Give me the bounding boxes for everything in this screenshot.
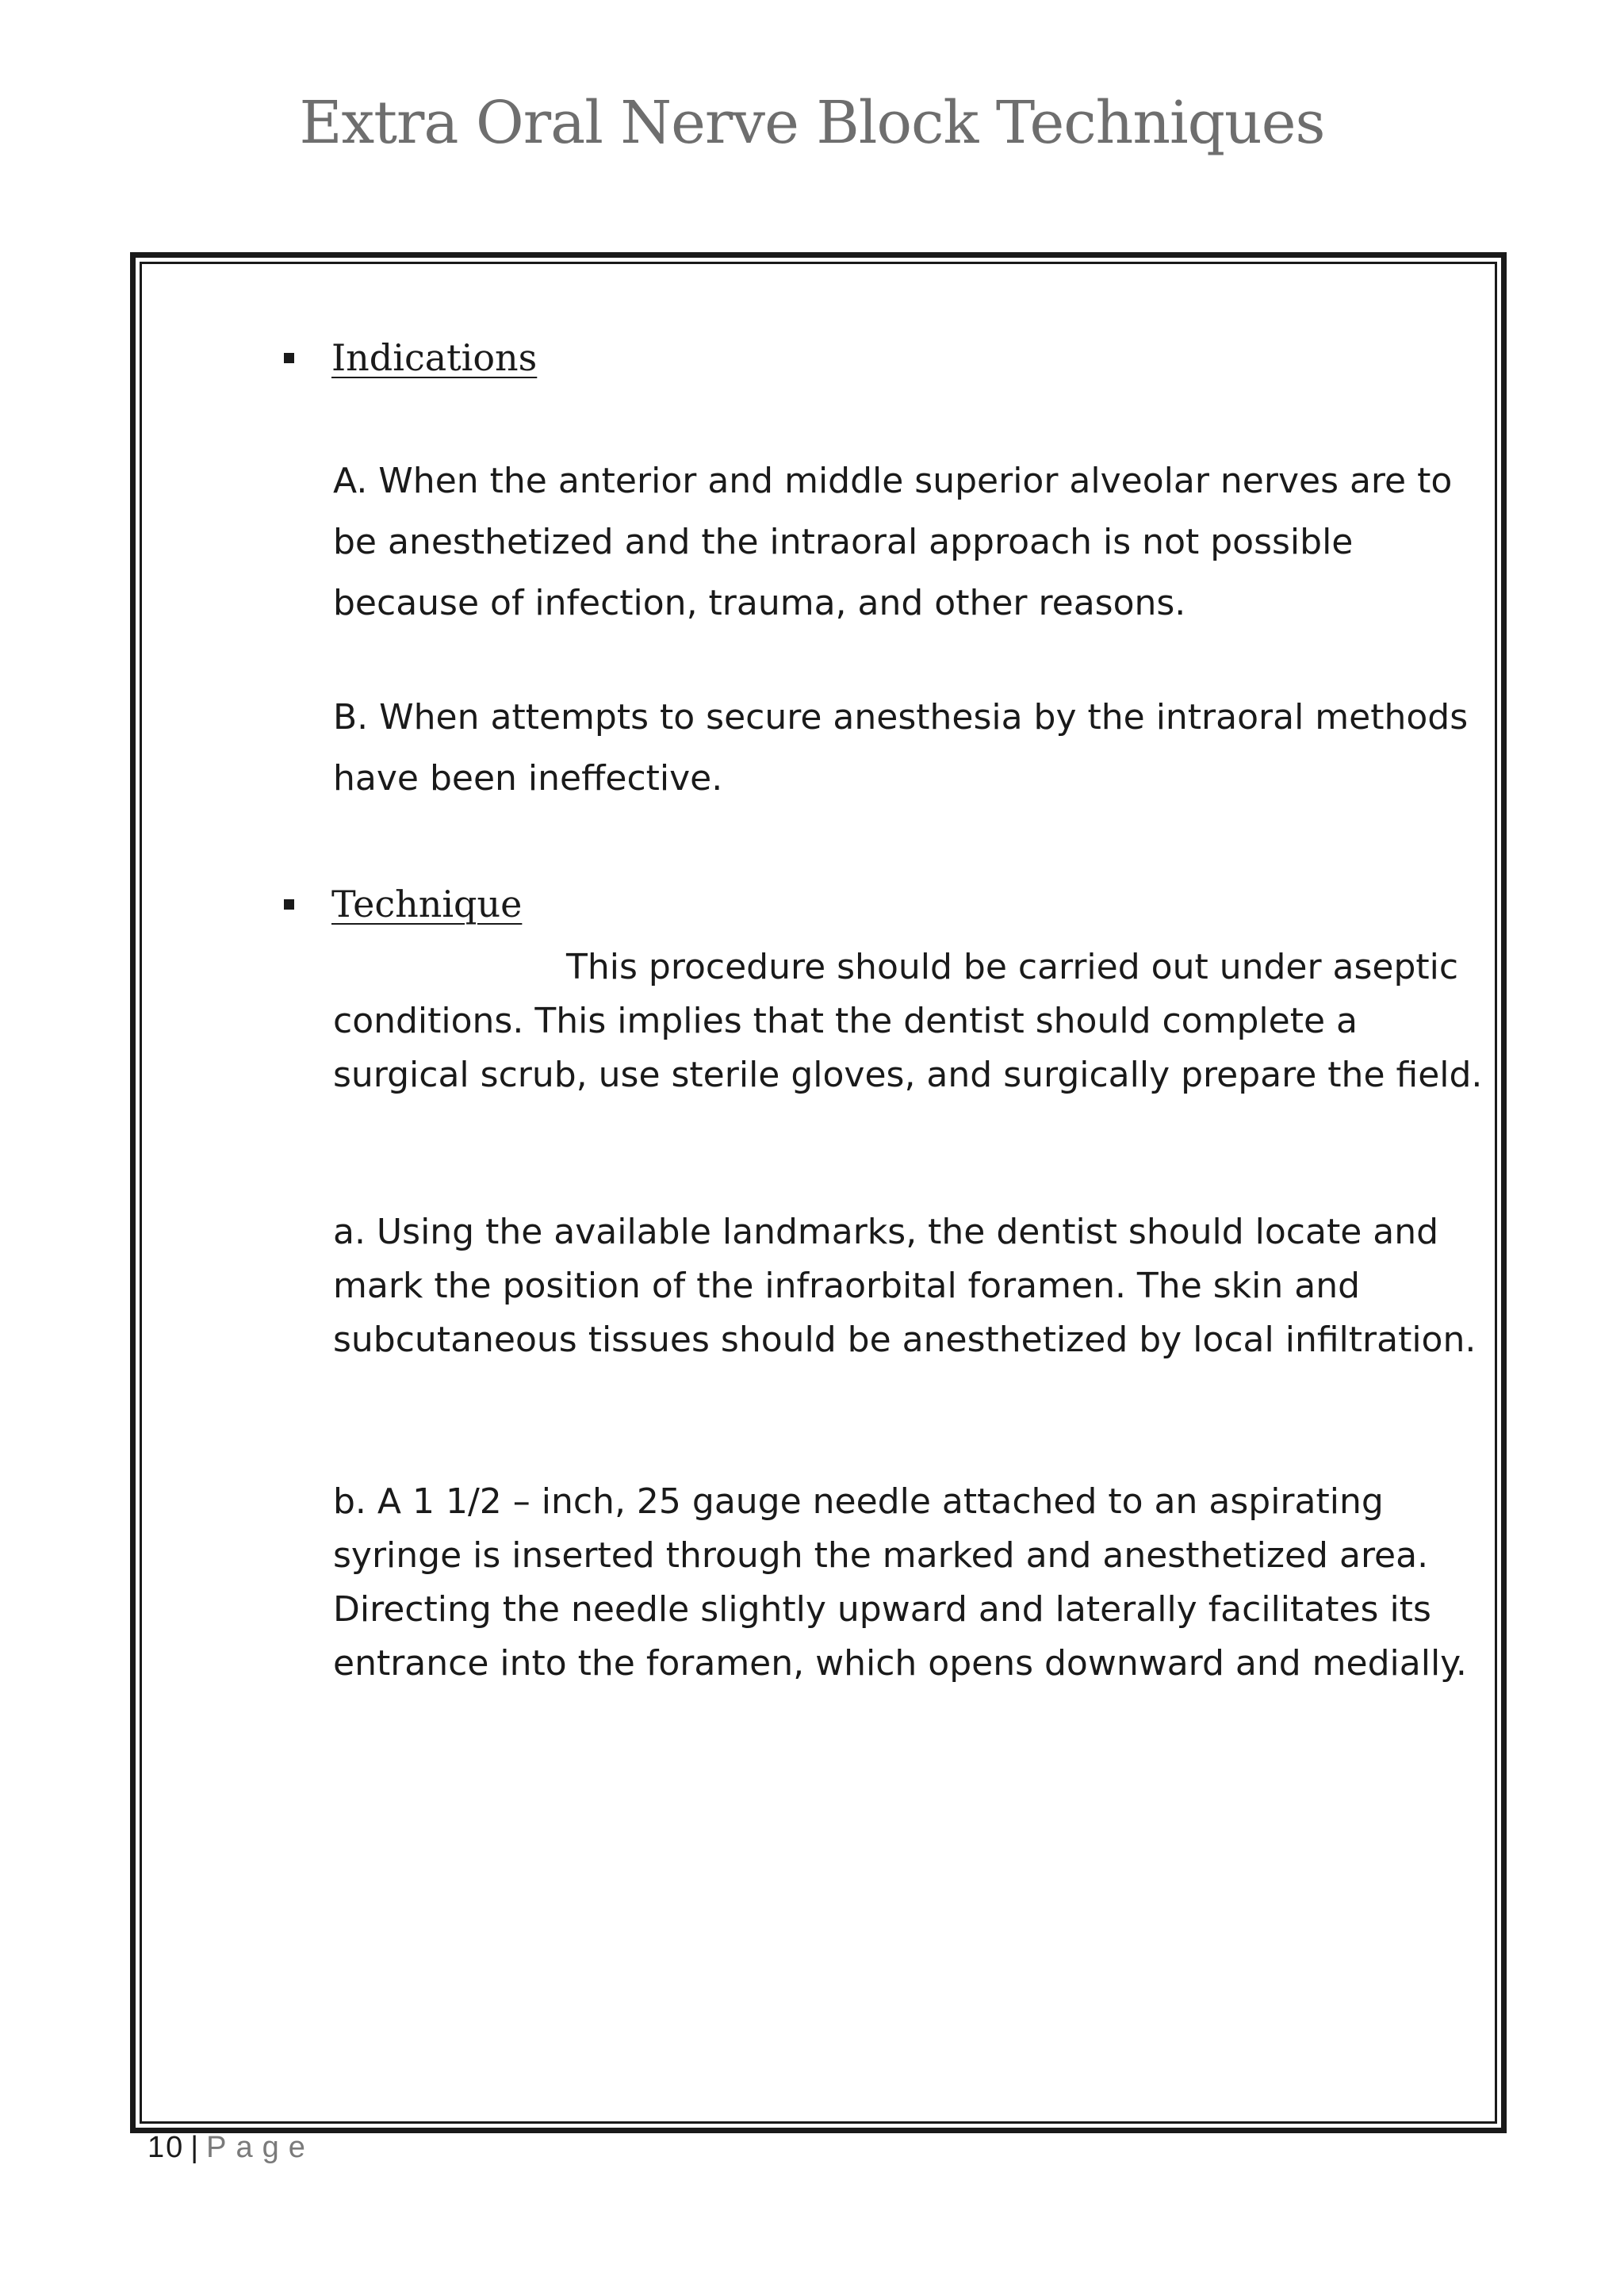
indication-item-b: B. When attempts to secure anesthesia by the intraoral methods have been ineffective. bbox=[333, 697, 1469, 799]
technique-step-b: b. A 1 1/2 – inch, 25 gauge needle attached to an aspirating syringe is inserted through the marked and anesthetized area. Directing the needle slightly upward and laterally facilitates its entrance into the foramen, which opens downward and medially. bbox=[333, 1481, 1467, 1684]
square-bullet-icon bbox=[284, 353, 294, 363]
technique-step-a: a. Using the available landmarks, the dentist should locate and mark the position of the infraorbital foramen. The skin and subcutaneous tissues should be anesthetized by local infiltration. bbox=[333, 1212, 1477, 1360]
page-footer bbox=[147, 2130, 315, 2167]
technique-intro: This procedure should be carried out under aseptic conditions. This implies that the dentist should complete a surgical scrub, use sterile gloves, and surgically prepare the field. bbox=[333, 947, 1483, 1095]
technique-heading bbox=[284, 883, 522, 926]
document-title: Extra Oral Nerve Block Techniques bbox=[299, 89, 1325, 157]
page-number: 10 bbox=[147, 2131, 185, 2164]
indications-heading-text: Indications bbox=[331, 336, 538, 379]
square-bullet-icon bbox=[284, 899, 294, 910]
indication-item-a: A. When the anterior and middle superior alveolar nerves are to be anesthetized and the intraoral approach is not possible because of infection, trauma, and other reasons. bbox=[333, 461, 1453, 623]
page-label: Page bbox=[206, 2131, 315, 2164]
indications-heading bbox=[284, 336, 537, 380]
page-separator: | bbox=[190, 2131, 201, 2164]
technique-heading-text: Technique bbox=[331, 883, 523, 925]
